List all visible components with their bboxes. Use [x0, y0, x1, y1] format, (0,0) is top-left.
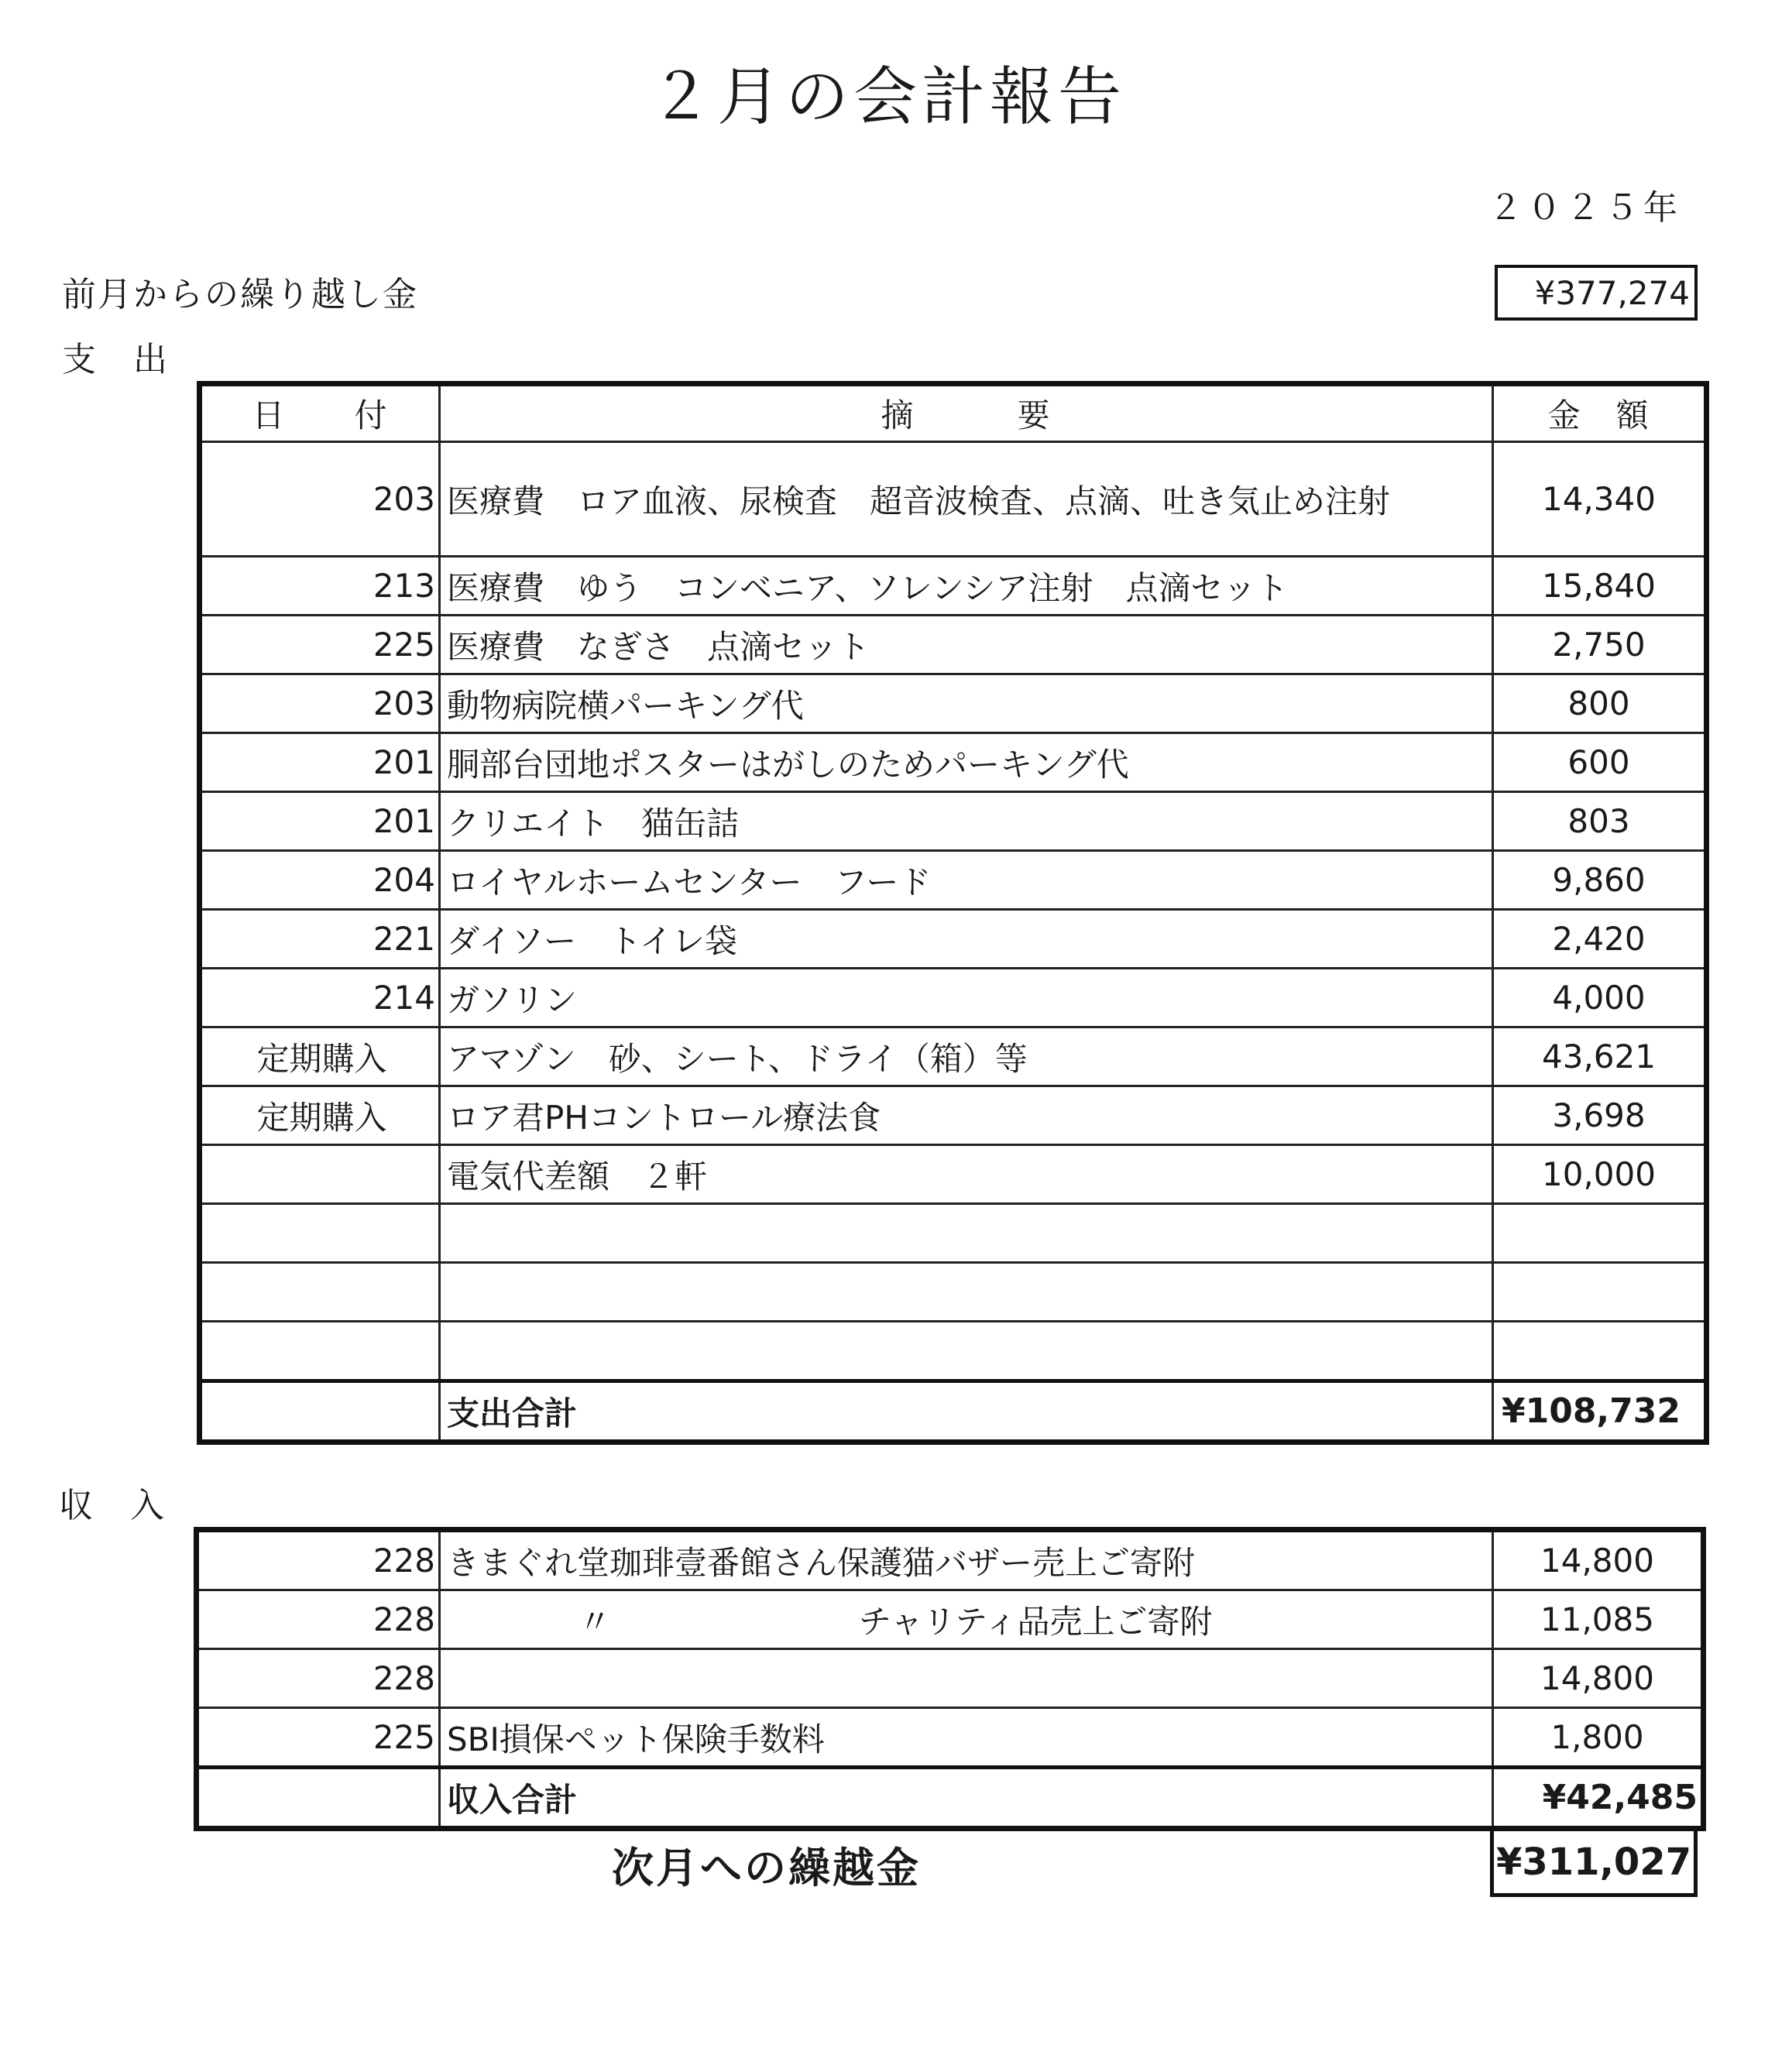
row-description: [440, 1649, 1493, 1708]
row-date: 225: [200, 616, 440, 674]
income-total-label: 収入合計: [440, 1768, 1493, 1829]
row-amount: [1493, 1263, 1707, 1322]
report-year: ２０２５年: [1488, 188, 1682, 228]
row-date: [200, 1322, 440, 1381]
table-row: [197, 1590, 1704, 1649]
row-description: 胴部台団地ポスターはがしのためパーキング代: [440, 733, 1493, 792]
total-date-blank: [200, 1381, 440, 1443]
row-description: 医療費 ゆう コンベニア、ソレンシア注射 点滴セット: [440, 557, 1493, 616]
row-amount: 14,340: [1493, 442, 1707, 557]
row-date: 228: [197, 1649, 440, 1708]
table-row: [200, 1027, 1707, 1086]
row-description: ロア君PHコントロール療法食: [440, 1086, 1493, 1145]
table-row: [200, 1145, 1707, 1204]
table-row: [197, 1530, 1704, 1590]
row-date: 225: [197, 1708, 440, 1768]
row-description: 動物病院横パーキング代: [440, 674, 1493, 733]
row-description: SBI損保ペット保険手数料: [440, 1708, 1493, 1768]
carry-over-label: 前月からの繰り越し金: [62, 275, 418, 314]
total-date-blank: [197, 1768, 440, 1829]
header-description: 摘 要: [440, 384, 1493, 442]
row-amount: 800: [1493, 674, 1707, 733]
row-description: ガソリン: [440, 969, 1493, 1027]
row-amount: 2,420: [1493, 910, 1707, 969]
table-row: [197, 1708, 1704, 1768]
expense-table: [197, 381, 1709, 1445]
row-description: 医療費 なぎさ 点滴セット: [440, 616, 1493, 674]
row-date: 201: [200, 733, 440, 792]
table-row-empty: [200, 1322, 1707, 1381]
row-date: 204: [200, 851, 440, 910]
row-date: 221: [200, 910, 440, 969]
header-amount: 金 額: [1493, 384, 1707, 442]
expense-total-amount: ¥108,732: [1493, 1381, 1707, 1443]
row-amount: 14,800: [1493, 1649, 1704, 1708]
table-row: [200, 969, 1707, 1027]
next-month-carry-amount: ¥311,027: [1490, 1827, 1698, 1897]
row-description: きまぐれ堂珈琲壹番館さん保護猫バザー売上ご寄附: [440, 1530, 1493, 1590]
row-amount: 11,085: [1493, 1590, 1704, 1649]
income-total-amount: ¥42,485: [1493, 1768, 1704, 1829]
row-description: チャリティ品売上ご寄附: [859, 1602, 1213, 1641]
row-description-cell: [440, 1590, 1493, 1649]
row-amount: 14,800: [1493, 1530, 1704, 1590]
table-row: [200, 733, 1707, 792]
row-description: [440, 1263, 1493, 1322]
table-row: [200, 792, 1707, 851]
table-row: [200, 851, 1707, 910]
income-section-label: 収 入: [59, 1486, 166, 1525]
next-month-carry-label: 次月への繰越金: [612, 1844, 921, 1892]
row-amount: 803: [1493, 792, 1707, 851]
expense-section-label: 支 出: [62, 340, 169, 379]
row-date: 定期購入: [200, 1086, 440, 1145]
row-date: [200, 1145, 440, 1204]
row-amount: [1493, 1204, 1707, 1263]
row-date: 201: [200, 792, 440, 851]
ditto-mark: 〃: [579, 1602, 612, 1641]
table-row: [200, 616, 1707, 674]
row-amount: 600: [1493, 733, 1707, 792]
row-amount: [1493, 1322, 1707, 1381]
row-date: 214: [200, 969, 440, 1027]
row-description: ロイヤルホームセンター フード: [440, 851, 1493, 910]
expense-total-row: [200, 1381, 1707, 1443]
row-description: 電気代差額 ２軒: [440, 1145, 1493, 1204]
income-table: [194, 1527, 1706, 1831]
table-row: [200, 1086, 1707, 1145]
row-date: 228: [197, 1530, 440, 1590]
table-row: [200, 442, 1707, 557]
table-row-empty: [200, 1263, 1707, 1322]
carry-over-amount: ¥377,274: [1495, 265, 1698, 321]
row-date: [200, 1204, 440, 1263]
row-amount: 3,698: [1493, 1086, 1707, 1145]
header-date: 日 付: [200, 384, 440, 442]
row-date: [200, 1263, 440, 1322]
row-description: [440, 1322, 1493, 1381]
row-date: 213: [200, 557, 440, 616]
row-amount: 2,750: [1493, 616, 1707, 674]
row-description: アマゾン 砂、シート、ドライ（箱）等: [440, 1027, 1493, 1086]
income-total-row: [197, 1768, 1704, 1829]
row-amount: 10,000: [1493, 1145, 1707, 1204]
table-row: [197, 1649, 1704, 1708]
row-amount: 1,800: [1493, 1708, 1704, 1768]
row-description: クリエイト 猫缶詰: [440, 792, 1493, 851]
row-description: 医療費 ロア血液、尿検査 超音波検査、点滴、吐き気止め注射: [440, 442, 1493, 557]
table-row: [200, 674, 1707, 733]
page-title: ２月の会計報告: [648, 60, 1126, 134]
row-description: [440, 1204, 1493, 1263]
row-date: 定期購入: [200, 1027, 440, 1086]
row-date: 203: [200, 674, 440, 733]
row-amount: 4,000: [1493, 969, 1707, 1027]
expense-total-label: 支出合計: [440, 1381, 1493, 1443]
row-amount: 9,860: [1493, 851, 1707, 910]
row-date: 203: [200, 442, 440, 557]
row-amount: 43,621: [1493, 1027, 1707, 1086]
row-date: 228: [197, 1590, 440, 1649]
table-row: [200, 557, 1707, 616]
table-row: [200, 910, 1707, 969]
expense-header-row: [200, 384, 1707, 442]
table-row-empty: [200, 1204, 1707, 1263]
row-amount: 15,840: [1493, 557, 1707, 616]
row-description: ダイソー トイレ袋: [440, 910, 1493, 969]
